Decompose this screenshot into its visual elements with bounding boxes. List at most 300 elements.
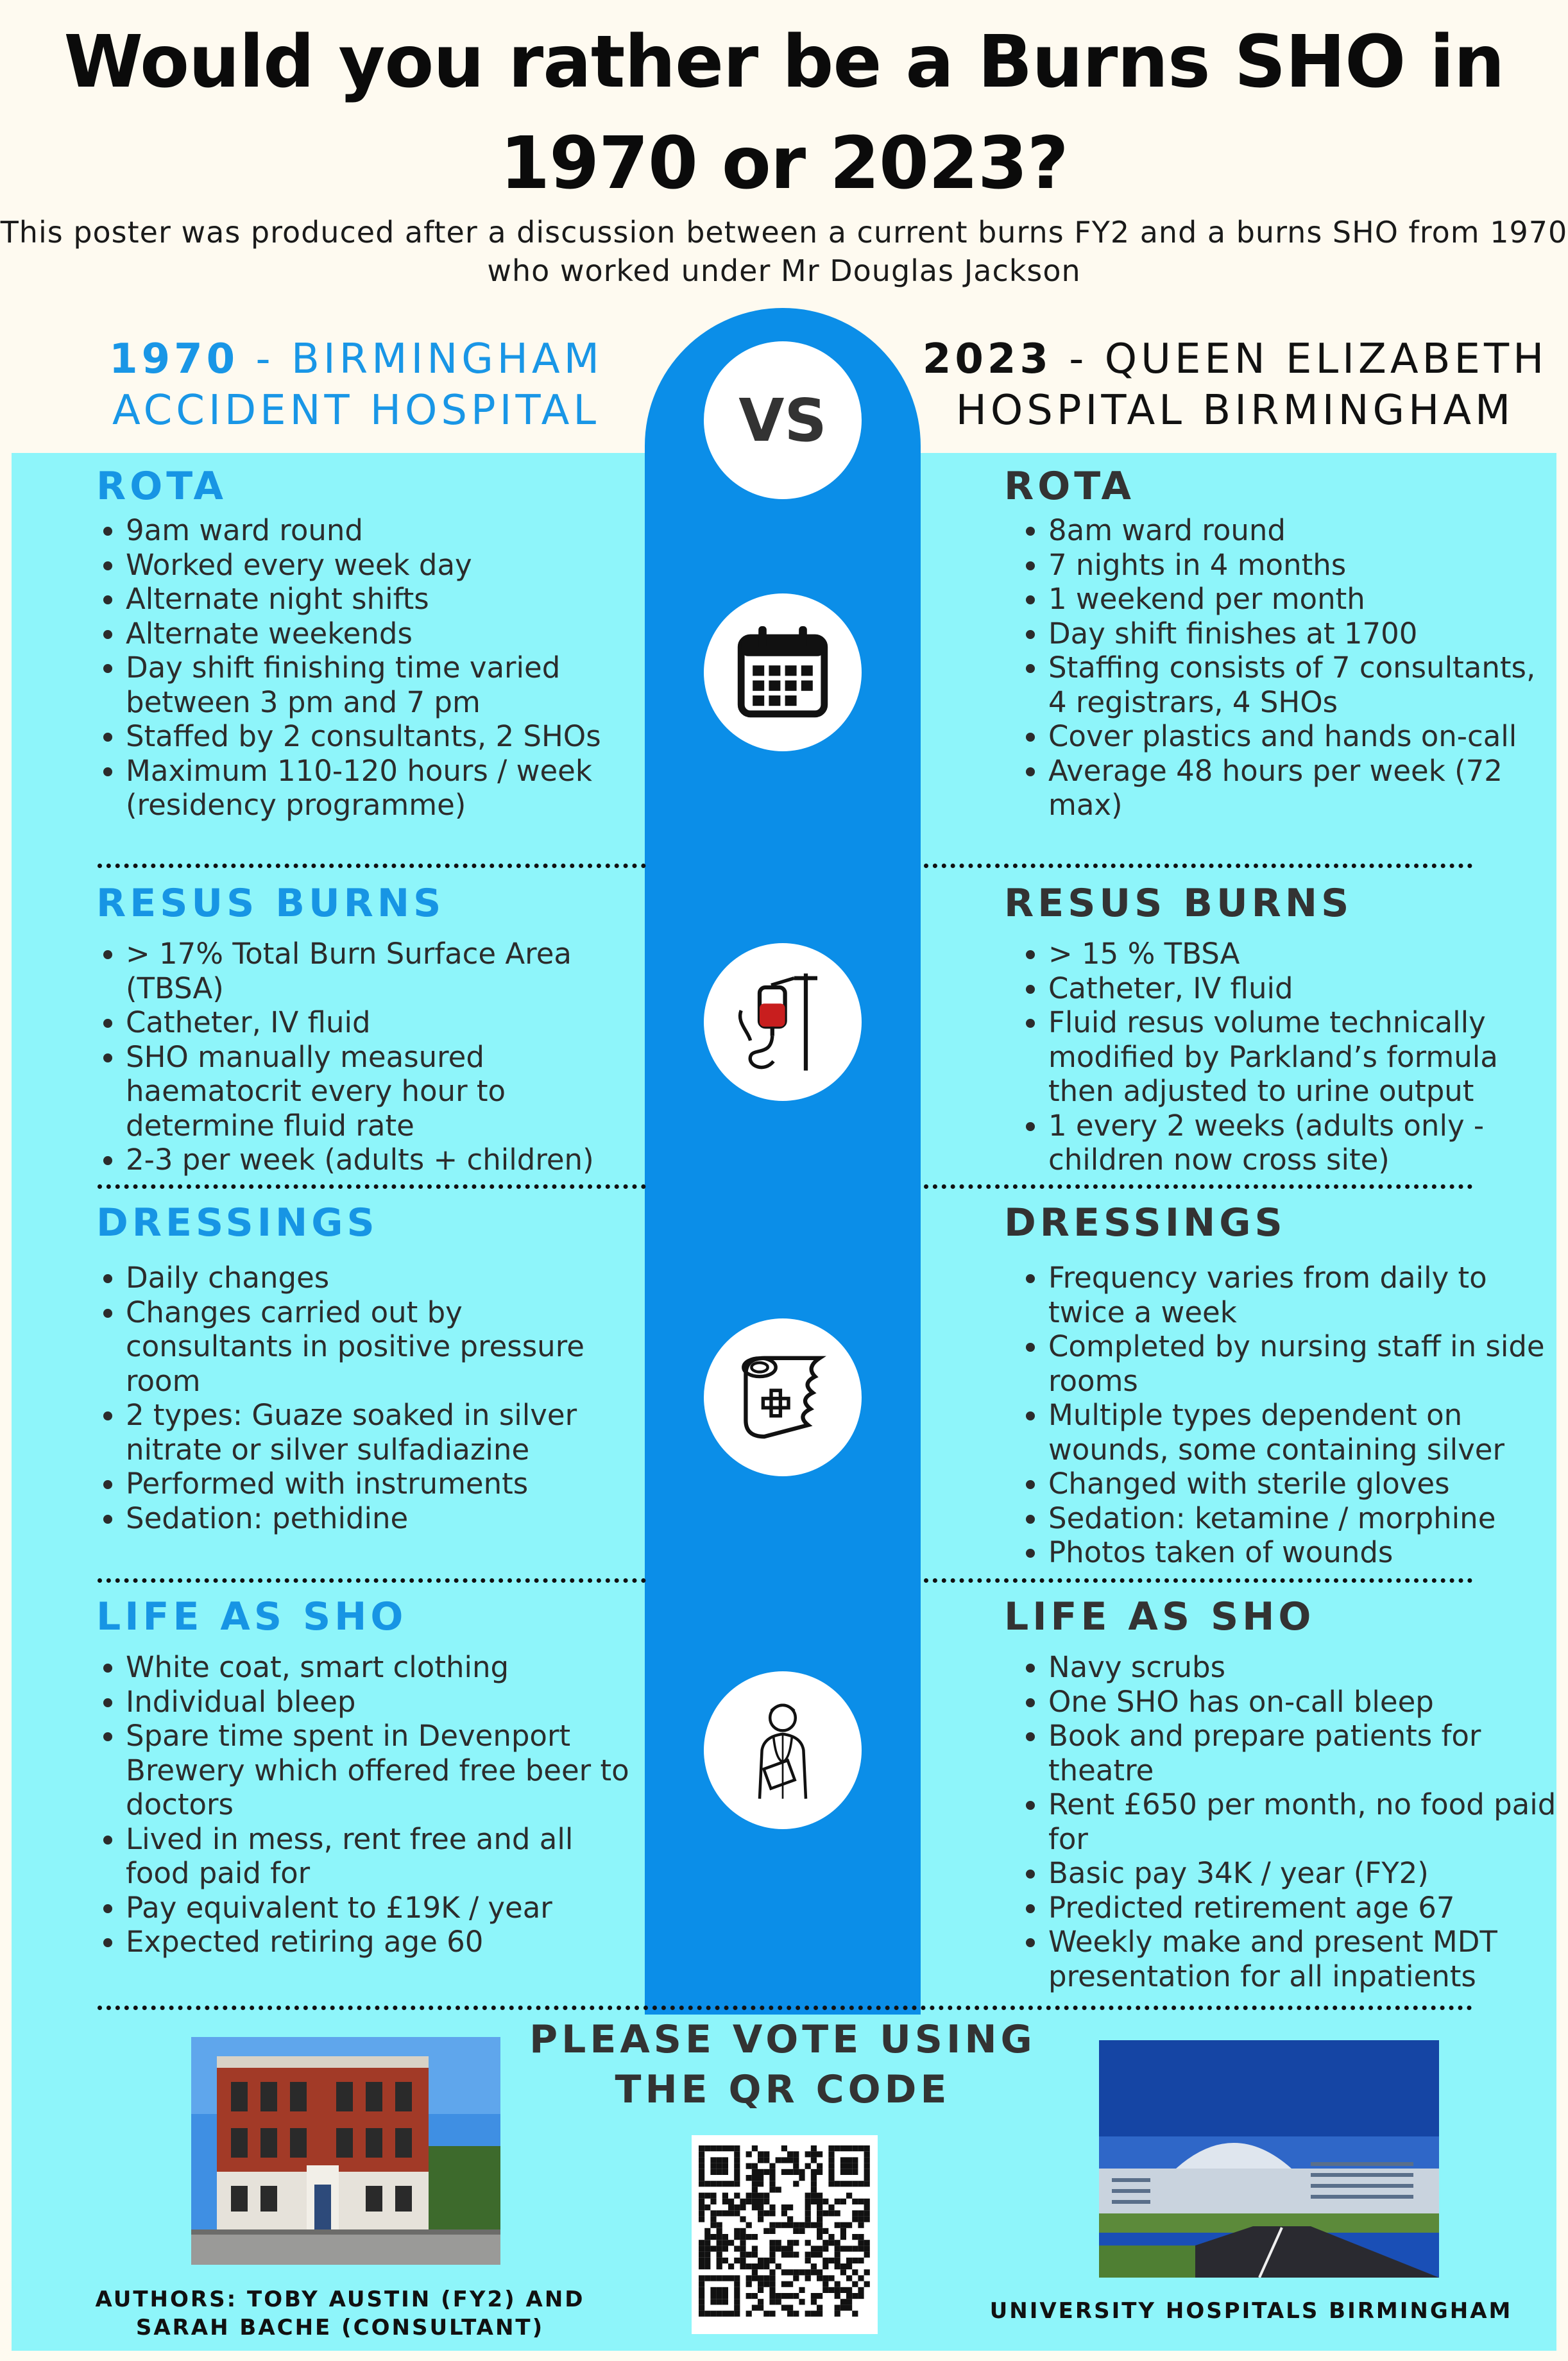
- left-resus-title: RESUS BURNS: [96, 881, 445, 926]
- qr-module: [852, 2145, 858, 2151]
- list-item: • Daily changes: [126, 1261, 633, 1295]
- qr-module: [740, 2228, 746, 2234]
- qr-module: [734, 2275, 740, 2281]
- header-1970-line2: ACCIDENT HOSPITAL: [112, 387, 601, 434]
- qr-module: [710, 2275, 716, 2281]
- qr-module: [752, 2305, 758, 2310]
- qr-module: [710, 2157, 716, 2163]
- qr-module: [864, 2181, 870, 2186]
- qr-module: [776, 2157, 781, 2163]
- qr-module: [835, 2287, 840, 2293]
- qr-module: [828, 2204, 834, 2210]
- qr-module: [710, 2299, 716, 2305]
- qr-module: [710, 2216, 716, 2222]
- qr-module: [817, 2204, 822, 2210]
- qr-module: [787, 2269, 793, 2275]
- qr-module: [722, 2240, 728, 2246]
- qr-module: [717, 2240, 722, 2246]
- qr-module: [817, 2216, 822, 2222]
- qr-module: [710, 2293, 716, 2299]
- qr-module: [717, 2181, 722, 2186]
- qr-module: [828, 2157, 834, 2163]
- qr-module: [811, 2181, 817, 2186]
- qr-module: [811, 2199, 817, 2204]
- qr-module: [817, 2246, 822, 2251]
- list-item: • 2 types: Guaze soaked in silver nitrate or silver sulfadiazine: [126, 1398, 633, 1467]
- qr-module: [811, 2193, 817, 2199]
- qr-module: [769, 2281, 775, 2287]
- list-item: • Basic pay 34K / year (FY2): [1048, 1856, 1562, 1891]
- qr-module: [699, 2193, 704, 2199]
- qr-module: [805, 2240, 811, 2246]
- qr-module: [793, 2252, 799, 2258]
- qr-module: [805, 2210, 811, 2216]
- qr-module: [734, 2281, 740, 2287]
- qr-module: [776, 2263, 781, 2269]
- qr-module: [805, 2199, 811, 2204]
- qr-module: [710, 2210, 716, 2216]
- qr-module: [828, 2181, 834, 2186]
- qr-module: [699, 2157, 704, 2163]
- qr-module: [763, 2281, 769, 2287]
- header-1970-line1: [51, 334, 661, 385]
- qr-module: [746, 2311, 752, 2317]
- qr-module: [858, 2234, 864, 2240]
- qr-module: [699, 2145, 704, 2151]
- qr-module: [763, 2193, 769, 2199]
- photo-birmingham-accident-hospital: [191, 2037, 500, 2265]
- qr-module: [734, 2151, 740, 2157]
- header-2023-line1: [911, 334, 1559, 385]
- qr-module: [799, 2175, 805, 2181]
- qr-module: [858, 2246, 864, 2251]
- qr-module: [840, 2228, 846, 2234]
- qr-module: [758, 2199, 763, 2204]
- qr-module: [704, 2311, 710, 2317]
- qr-module: [704, 2240, 710, 2246]
- qr-module: [781, 2305, 787, 2310]
- qr-module: [781, 2293, 787, 2299]
- qr-module: [805, 2222, 811, 2228]
- qr-module: [840, 2305, 846, 2310]
- qr-module: [734, 2299, 740, 2305]
- qr-module: [722, 2199, 728, 2204]
- qr-module: [704, 2228, 710, 2234]
- qr-module: [710, 2311, 716, 2317]
- qr-module: [822, 2199, 828, 2204]
- qr-module: [846, 2305, 852, 2310]
- qr-module: [793, 2293, 799, 2299]
- qr-module: [763, 2258, 769, 2263]
- qr-module: [699, 2281, 704, 2287]
- qr-module: [728, 2204, 734, 2210]
- list-item: • Changed with sterile gloves: [1048, 1467, 1562, 1501]
- list-item: • 1 every 2 weeks (adults only - children now cross site): [1048, 1109, 1562, 1177]
- qr-module: [710, 2199, 716, 2204]
- qr-module: [734, 2258, 740, 2263]
- qr-code[interactable]: [692, 2135, 878, 2334]
- qr-module: [746, 2263, 752, 2269]
- qr-module: [710, 2287, 716, 2293]
- qr-module: [840, 2287, 846, 2293]
- qr-module: [704, 2252, 710, 2258]
- header-1970-place: - BIRMINGHAM: [239, 336, 603, 383]
- qr-module: [699, 2287, 704, 2293]
- list-item: • Rent £650 per month, no food paid for: [1048, 1787, 1562, 1856]
- qr-module: [769, 2186, 775, 2192]
- qr-module: [769, 2299, 775, 2305]
- qr-module: [746, 2234, 752, 2240]
- qr-module: [699, 2263, 704, 2269]
- qr-module: [817, 2293, 822, 2299]
- qr-module: [746, 2163, 752, 2169]
- qr-module: [717, 2157, 722, 2163]
- qr-module: [752, 2175, 758, 2181]
- qr-module: [840, 2246, 846, 2251]
- qr-module: [811, 2175, 817, 2181]
- qr-module: [776, 2246, 781, 2251]
- qr-module: [758, 2275, 763, 2281]
- divider-right-3: [924, 1578, 1472, 1583]
- qr-module: [769, 2228, 775, 2234]
- qr-module: [852, 2199, 858, 2204]
- qr-module: [846, 2287, 852, 2293]
- qr-module: [840, 2145, 846, 2151]
- qr-module: [722, 2210, 728, 2216]
- qr-module: [822, 2287, 828, 2293]
- qr-module: [840, 2157, 846, 2163]
- qr-module: [811, 2151, 817, 2157]
- list-item: • Spare time spent in Devenport Brewery which offered free beer to doctors: [126, 1719, 633, 1822]
- list-item: • Multiple types dependent on wounds, some containing silver: [1048, 1398, 1562, 1467]
- qr-module: [828, 2234, 834, 2240]
- qr-module: [828, 2163, 834, 2169]
- qr-module: [734, 2204, 740, 2210]
- qr-module: [704, 2204, 710, 2210]
- qr-module: [710, 2222, 716, 2228]
- qr-module: [864, 2240, 870, 2246]
- qr-module: [746, 2151, 752, 2157]
- qr-module: [864, 2269, 870, 2275]
- qr-module: [846, 2258, 852, 2263]
- qr-module: [699, 2199, 704, 2204]
- qr-module: [787, 2216, 793, 2222]
- qr-module: [728, 2275, 734, 2281]
- qr-module: [828, 2169, 834, 2175]
- qr-module: [740, 2216, 746, 2222]
- qr-module: [746, 2252, 752, 2258]
- left-rota-list: [96, 513, 633, 823]
- qr-module: [864, 2157, 870, 2163]
- qr-module: [835, 2311, 840, 2317]
- qr-module: [704, 2193, 710, 2199]
- qr-module: [769, 2246, 775, 2251]
- qr-module: [728, 2311, 734, 2317]
- qr-module: [722, 2246, 728, 2251]
- qr-module: [835, 2258, 840, 2263]
- qr-module: [864, 2163, 870, 2169]
- qr-module: [758, 2169, 763, 2175]
- qr-module: [722, 2311, 728, 2317]
- qr-module: [787, 2252, 793, 2258]
- list-item: • Individual bleep: [126, 1685, 633, 1719]
- qr-module: [817, 2252, 822, 2258]
- qr-module: [728, 2240, 734, 2246]
- qr-module: [752, 2204, 758, 2210]
- qr-module: [740, 2234, 746, 2240]
- qr-module: [769, 2163, 775, 2169]
- list-item: • Lived in mess, rent free and all food paid for: [126, 1822, 633, 1891]
- qr-module: [769, 2252, 775, 2258]
- qr-module: [828, 2175, 834, 2181]
- qr-module: [858, 2240, 864, 2246]
- qr-module: [722, 2258, 728, 2263]
- qr-module: [752, 2275, 758, 2281]
- qr-module: [793, 2275, 799, 2281]
- qr-module: [769, 2210, 775, 2216]
- qr-module: [763, 2199, 769, 2204]
- qr-module: [817, 2193, 822, 2199]
- qr-module: [793, 2228, 799, 2234]
- qr-module: [734, 2193, 740, 2199]
- qr-module: [822, 2246, 828, 2251]
- qr-module: [781, 2222, 787, 2228]
- iv-circle: [704, 943, 862, 1101]
- qr-module: [787, 2305, 793, 2310]
- qr-module: [699, 2169, 704, 2175]
- header-2023-line2: HOSPITAL BIRMINGHAM: [955, 387, 1515, 434]
- qr-module: [852, 2157, 858, 2163]
- qr-module: [704, 2145, 710, 2151]
- qr-module: [776, 2186, 781, 2192]
- qr-module: [699, 2258, 704, 2263]
- qr-module: [852, 2281, 858, 2287]
- list-item: • 8am ward round: [1048, 513, 1562, 548]
- qr-module: [793, 2181, 799, 2186]
- qr-module: [758, 2151, 763, 2157]
- qr-module: [722, 2169, 728, 2175]
- qr-module: [722, 2287, 728, 2293]
- qr-module: [852, 2169, 858, 2175]
- header-1970-year: 1970: [109, 336, 239, 383]
- qr-module: [787, 2281, 793, 2287]
- qr-module: [776, 2293, 781, 2299]
- qr-module: [769, 2269, 775, 2275]
- qr-module: [740, 2258, 746, 2263]
- header-2023-place: - QUEEN ELIZABETH: [1052, 336, 1548, 383]
- qr-module: [822, 2275, 828, 2281]
- qr-module: [835, 2222, 840, 2228]
- qr-module: [769, 2258, 775, 2263]
- qr-module: [840, 2199, 846, 2204]
- list-item: • 1 weekend per month: [1048, 582, 1562, 617]
- left-rota-title: ROTA: [96, 464, 227, 509]
- qr-module: [728, 2199, 734, 2204]
- qr-module: [805, 2151, 811, 2157]
- qr-module: [811, 2293, 817, 2299]
- qr-module: [828, 2240, 834, 2246]
- qr-module: [699, 2210, 704, 2216]
- qr-module: [699, 2151, 704, 2157]
- qr-module: [699, 2275, 704, 2281]
- qr-module: [722, 2275, 728, 2281]
- header-1970: [51, 334, 661, 436]
- qr-module: [699, 2305, 704, 2310]
- qr-module: [787, 2240, 793, 2246]
- qr-module: [752, 2145, 758, 2151]
- qr-module: [852, 2210, 858, 2216]
- qr-module: [699, 2293, 704, 2299]
- qr-module: [864, 2169, 870, 2175]
- list-item: • > 15 % TBSA: [1048, 937, 1562, 971]
- qr-module: [746, 2275, 752, 2281]
- qr-module: [787, 2169, 793, 2175]
- list-item: • Changes carried out by consultants in positive pressure room: [126, 1295, 633, 1399]
- list-item: • Frequency varies from daily to twice a week: [1048, 1261, 1562, 1329]
- qr-module: [717, 2210, 722, 2216]
- calendar-icon: [725, 615, 840, 730]
- qr-module: [835, 2305, 840, 2310]
- qr-module: [817, 2275, 822, 2281]
- qr-module: [793, 2157, 799, 2163]
- qr-module: [728, 2181, 734, 2186]
- qr-module: [699, 2181, 704, 2186]
- qr-module: [752, 2234, 758, 2240]
- qr-module: [852, 2269, 858, 2275]
- qr-module: [722, 2181, 728, 2186]
- qr-module: [828, 2145, 834, 2151]
- qr-module: [852, 2311, 858, 2317]
- qr-module: [805, 2275, 811, 2281]
- qr-module: [835, 2181, 840, 2186]
- qr-module: [835, 2281, 840, 2287]
- qr-module: [728, 2263, 734, 2269]
- poster-title: Would you rather be a Burns SHO in 1970 or 2023?: [64, 21, 1504, 205]
- qr-module: [805, 2258, 811, 2263]
- qr-module: [787, 2151, 793, 2157]
- qr-module: [828, 2258, 834, 2263]
- right-resus-list: [1019, 937, 1562, 1177]
- qr-module: [699, 2246, 704, 2251]
- qr-module: [769, 2175, 775, 2181]
- right-dressings-title: DRESSINGS: [1004, 1200, 1286, 1245]
- list-item: • Staffing consists of 7 consultants, 4 registrars, 4 SHOs: [1048, 651, 1562, 719]
- qr-module: [699, 2216, 704, 2222]
- list-item: • Fluid resus volume technically modified by Parkland’s formula then adjusted to urine output: [1048, 1005, 1562, 1109]
- list-item: • Staffed by 2 consultants, 2 SHOs: [126, 719, 633, 754]
- qr-module: [846, 2145, 852, 2151]
- qr-module: [835, 2240, 840, 2246]
- qr-module: [864, 2204, 870, 2210]
- qr-module: [864, 2199, 870, 2204]
- qr-module: [840, 2299, 846, 2305]
- qr-module: [864, 2151, 870, 2157]
- qr-module: [846, 2299, 852, 2305]
- qr-module: [717, 2145, 722, 2151]
- qr-module: [781, 2281, 787, 2287]
- qr-module: [840, 2169, 846, 2175]
- qr-module: [811, 2169, 817, 2175]
- qr-module: [864, 2252, 870, 2258]
- qr-module: [846, 2246, 852, 2251]
- list-item: • Completed by nursing staff in side rooms: [1048, 1329, 1562, 1398]
- qr-module: [846, 2181, 852, 2186]
- authors: AUTHORS: TOBY AUSTIN (FY2) AND SARAH BACHE (CONSULTANT): [95, 2287, 585, 2340]
- qr-module: [699, 2311, 704, 2317]
- qr-module: [864, 2246, 870, 2251]
- list-item: • White coat, smart clothing: [126, 1650, 633, 1685]
- qr-module: [734, 2169, 740, 2175]
- qr-module: [835, 2145, 840, 2151]
- qr-module: [769, 2181, 775, 2186]
- qr-module: [734, 2175, 740, 2181]
- list-item: • Weekly make and present MDT presentation for all inpatients: [1048, 1925, 1562, 1993]
- qr-module: [852, 2181, 858, 2186]
- qr-module: [787, 2246, 793, 2251]
- qr-module: [852, 2258, 858, 2263]
- qr-module: [758, 2193, 763, 2199]
- right-resus-title: RESUS BURNS: [1004, 881, 1353, 926]
- list-item: • Expected retiring age 60: [126, 1925, 633, 1959]
- qr-module: [722, 2234, 728, 2240]
- qr-module: [822, 2281, 828, 2287]
- qr-module: [734, 2163, 740, 2169]
- qr-module: [817, 2222, 822, 2228]
- qr-module: [758, 2181, 763, 2186]
- list-item: • Catheter, IV fluid: [126, 1005, 633, 1040]
- iv-drip-icon: [725, 964, 840, 1080]
- qr-module: [734, 2246, 740, 2251]
- qr-module: [811, 2299, 817, 2305]
- qr-module: [769, 2222, 775, 2228]
- left-dressings-title: DRESSINGS: [96, 1200, 379, 1245]
- list-item: • Cover plastics and hands on-call: [1048, 719, 1562, 754]
- qr-module: [805, 2311, 811, 2317]
- qr-module: [858, 2258, 864, 2263]
- qr-module: [734, 2145, 740, 2151]
- qr-module: [752, 2181, 758, 2186]
- qr-module: [704, 2234, 710, 2240]
- qr-module: [840, 2181, 846, 2186]
- qr-module: [817, 2311, 822, 2317]
- qr-module: [758, 2299, 763, 2305]
- divider-right-2: [924, 1184, 1472, 1189]
- qr-module: [799, 2228, 805, 2234]
- qr-module: [858, 2199, 864, 2204]
- qr-module: [740, 2204, 746, 2210]
- qr-module: [828, 2275, 834, 2281]
- qr-module: [722, 2193, 728, 2199]
- qr-module: [758, 2204, 763, 2210]
- qr-module: [817, 2228, 822, 2234]
- qr-module: [740, 2252, 746, 2258]
- qr-module: [704, 2275, 710, 2281]
- qr-module: [864, 2175, 870, 2181]
- qr-module: [769, 2169, 775, 2175]
- bandage-icon: [725, 1340, 840, 1455]
- list-item: • 9am ward round: [126, 513, 633, 548]
- qr-module: [835, 2210, 840, 2216]
- qr-module: [840, 2163, 846, 2169]
- qr-module: [781, 2204, 787, 2210]
- qr-module: [769, 2293, 775, 2299]
- divider-right-1: [924, 864, 1472, 868]
- qr-module: [746, 2293, 752, 2299]
- qr-module: [758, 2175, 763, 2181]
- qr-module: [840, 2263, 846, 2269]
- qr-module: [828, 2287, 834, 2293]
- qr-module: [710, 2193, 716, 2199]
